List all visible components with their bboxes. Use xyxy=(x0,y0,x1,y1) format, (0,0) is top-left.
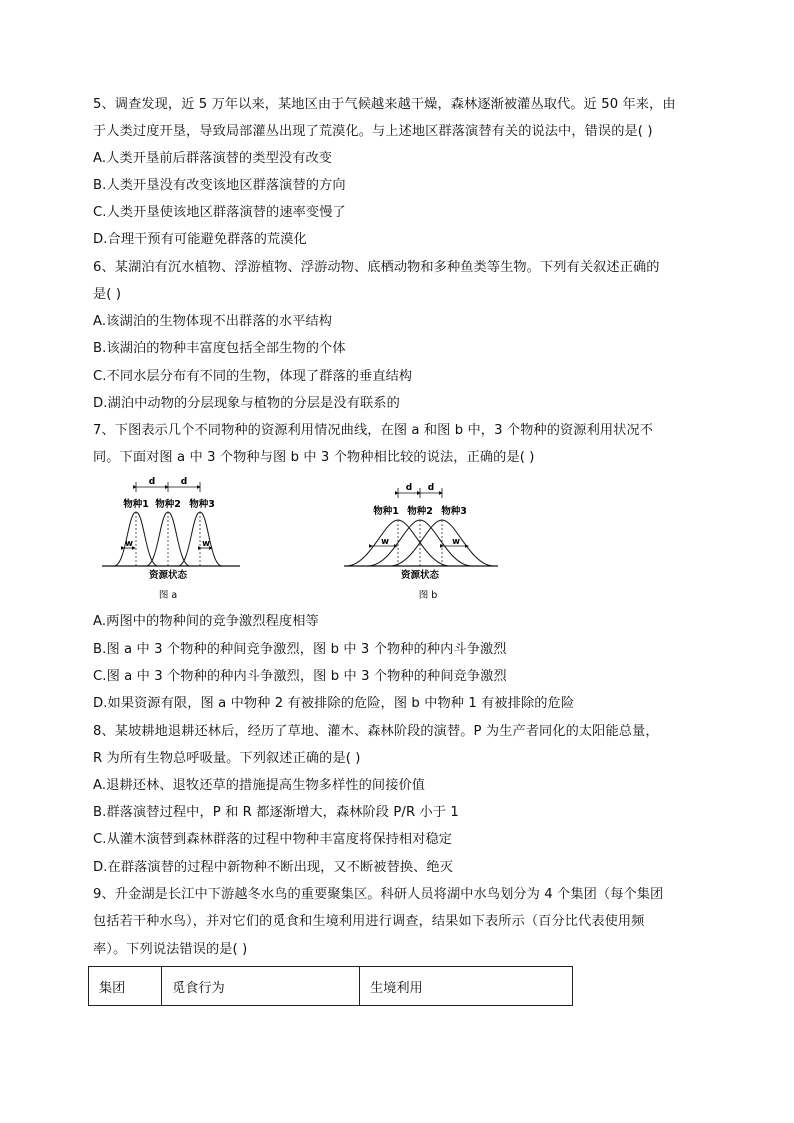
fig-a-species2-label: 物种2 xyxy=(155,499,181,510)
fig-b-d1-label: d xyxy=(405,483,413,493)
q6-stem-line1: 6、某湖泊有沉水植物、浮游植物、浮游动物、底栖动物和多种鱼类等生物。下列有关叙述正确的 xyxy=(93,260,660,275)
q5-option-c: C.人类开垦使该地区群落演替的速率变慢了 xyxy=(93,205,346,220)
fig-a-d1-label: d xyxy=(148,477,156,487)
q7-option-c: C.图 a 中 3 个物种的种内斗争激烈，图 b 中 3 个物种的种间竞争激烈 xyxy=(93,669,507,684)
figure-b xyxy=(342,476,502,606)
q8-option-a: A.退耕还林、退牧还草的措施提高生物多样性的间接价值 xyxy=(93,778,426,793)
q7-stem-line2: 同。下面对图 a 中 3 个物种与图 b 中 3 个物种相比较的说法，正确的是( ) xyxy=(93,450,535,465)
q5-option-a: A.人类开垦前后群落演替的类型没有改变 xyxy=(93,151,333,166)
fig-b-caption: 图 b xyxy=(418,590,438,601)
q8-option-c: C.从灌木演替到森林群落的过程中物种丰富度将保持相对稳定 xyxy=(93,832,453,847)
fig-a-species3-label: 物种3 xyxy=(189,499,215,510)
q9-stem-line3: 率）。下列说法错误的是( ) xyxy=(93,942,248,957)
table-header-foraging: 觅食行为 xyxy=(162,967,360,1006)
q7-option-b: B.图 a 中 3 个物种的种间竞争激烈，图 b 中 3 个物种的种内斗争激烈 xyxy=(93,642,507,657)
q7-option-d: D.如果资源有限，图 a 中物种 2 有被排除的危险，图 b 中物种 1 有被排除的危险 xyxy=(93,696,575,711)
fig-a-caption: 图 a xyxy=(158,590,178,601)
q9-table xyxy=(88,966,573,1006)
q6-option-a: A.该湖泊的生物体现不出群落的水平结构 xyxy=(93,314,333,329)
q6-option-c: C.不同水层分布有不同的生物，体现了群落的垂直结构 xyxy=(93,369,413,384)
fig-a-d2-label: d xyxy=(180,477,188,487)
q5-stem-line2: 于人类过度开垦，导致局部灌丛出现了荒漠化。与上述地区群落演替有关的说法中，错误的是( ) xyxy=(93,124,653,139)
fig-a-w1-label: w xyxy=(125,539,133,549)
q9-stem-line2: 包括若干种水鸟），并对它们的觅食和生境利用进行调查，结果如下表所示（百分比代表使用频 xyxy=(93,914,645,929)
fig-b-species1-label: 物种1 xyxy=(373,506,399,517)
q6-option-d: D.湖泊中动物的分层现象与植物的分层是没有联系的 xyxy=(93,396,400,411)
q7-option-a: A.两图中的物种间的竞争激烈程度相等 xyxy=(93,614,319,629)
table-header-row xyxy=(89,967,573,1006)
table-header-group: 集团 xyxy=(89,967,162,1006)
q8-option-d: D.在群落演替的过程中新物种不断出现，又不断被替换、绝灭 xyxy=(93,860,454,875)
q5-stem-line1: 5、调查发现，近 5 万年以来，某地区由于气候越来越干燥，森林逐渐被灌丛取代。近 50 年来，由 xyxy=(93,97,676,112)
figure-a xyxy=(98,476,248,606)
q8-option-b: B.群落演替过程中，P 和 R 都逐渐增大，森林阶段 P/R 小于 1 xyxy=(93,805,459,820)
fig-b-axis-label: 资源状态 xyxy=(400,570,440,581)
q5-option-d: D.合理干预有可能避免群落的荒漠化 xyxy=(93,232,307,247)
fig-b-w2-label: w xyxy=(452,537,460,547)
fig-a-axis-label: 资源状态 xyxy=(148,570,188,581)
fig-a-w2-label: w xyxy=(202,539,210,549)
q7-stem-line1: 7、下图表示几个不同物种的资源利用情况曲线，在图 a 和图 b 中，3 个物种的资源利用状况不 xyxy=(93,423,654,438)
fig-b-species2-label: 物种2 xyxy=(407,506,433,517)
fig-b-w1-label: w xyxy=(381,537,389,547)
fig-b-d2-label: d xyxy=(427,483,435,493)
fig-b-species3-label: 物种3 xyxy=(441,506,467,517)
q6-option-b: B.该湖泊的物种丰富度包括全部生物的个体 xyxy=(93,341,346,356)
q5-option-b: B.人类开垦没有改变该地区群落演替的方向 xyxy=(93,178,346,193)
q8-stem-line1: 8、某坡耕地退耕还林后，经历了草地、灌木、森林阶段的演替。P 为生产者同化的太阳能总量， xyxy=(93,724,659,739)
table-header-habitat: 生境利用 xyxy=(360,967,573,1006)
q6-stem-line2: 是( ) xyxy=(93,287,122,302)
q8-stem-line2: R 为所有生物总呼吸量。下列叙述正确的是( ) xyxy=(93,751,361,766)
fig-a-species1-label: 物种1 xyxy=(123,499,149,510)
q9-stem-line1: 9、升金湖是长江中下游越冬水鸟的重要聚集区。科研人员将湖中水鸟划分为 4 个集团（每个集团 xyxy=(93,887,664,902)
